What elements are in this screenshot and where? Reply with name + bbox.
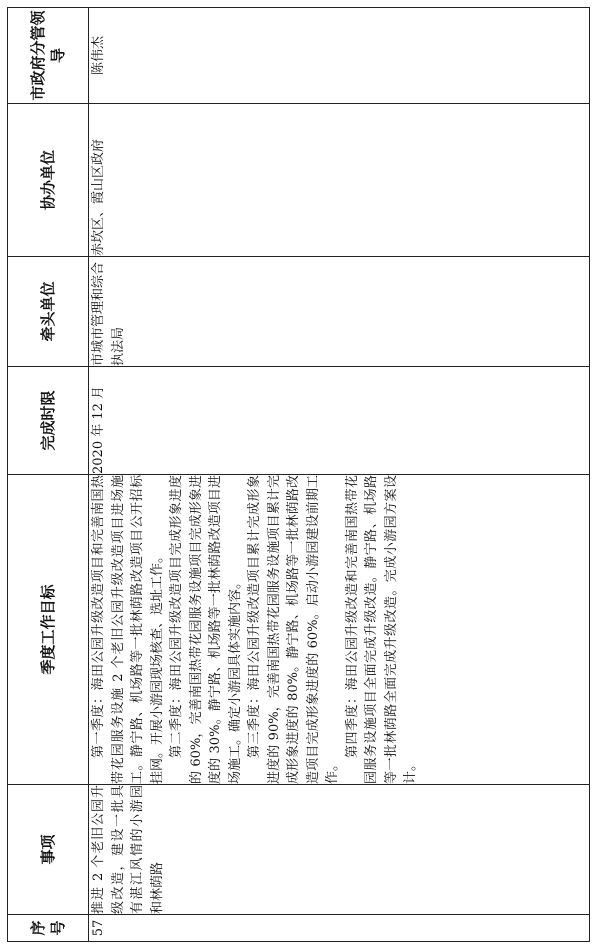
row-lead-unit: 市城市管理和综合执法局 xyxy=(89,257,590,367)
goal-q2: 第二季度：海田公园升级改造项目完成形象进度的 60%，完善南国热带花园服务设施项目完成形象进度的 30%。静宁路、机场路等一批林荫路改造项目进场施工。确定小游园具体实施内容。 xyxy=(169,475,243,784)
table-row xyxy=(89,8,590,942)
row-quarterly-goals xyxy=(89,475,590,785)
goal-q1: 第一季度：海田公园升级改造项目和完善南国热带花园服务设施 2 个老旧公园升级改造项目进场施工。静宁路、机场路等一批林荫路改造项目公开招标挂网。开展小游园现场核查、选址工作。 xyxy=(91,475,165,784)
header-quarterly-goals: 季度工作目标 xyxy=(8,475,89,785)
work-target-table xyxy=(7,7,590,942)
row-assist-unit: 赤坎区、霞山区政府 xyxy=(89,104,590,257)
header-no: 序号 xyxy=(8,915,89,942)
row-deadline: 2020 年 12 月 xyxy=(89,367,590,475)
row-city-leader: 陈伟杰 xyxy=(89,8,590,104)
header-city-leader: 市政府分管领导 xyxy=(8,8,89,104)
header-row xyxy=(8,8,89,942)
header-lead-unit: 牵头单位 xyxy=(8,257,89,367)
header-item: 事项 xyxy=(8,785,89,915)
header-assist-unit: 协办单位 xyxy=(8,104,89,257)
goal-q4: 第四季度：海田公园升级改造和完善南国热带花园服务设施项目全面完成升级改造。静宁路、机场路等一批林荫路全面完成升级改造。完成小游园方案设计。 xyxy=(344,475,418,784)
row-item: 推进 2 个老旧公园升级改造，建设一批具有湛江风情的小游园和林荫路 xyxy=(89,785,590,915)
goal-q3: 第三季度：海田公园升级改造项目累计完成形象进度的 90%，完善南国热带花园服务设施项目累计完成形象进度的 80%。静宁路、机场路等一批林荫路改造项目完成形象进度的 60%。启动小游园建设前期工作。 xyxy=(247,475,340,784)
row-number: 57 xyxy=(89,915,590,942)
header-deadline: 完成时限 xyxy=(8,367,89,475)
